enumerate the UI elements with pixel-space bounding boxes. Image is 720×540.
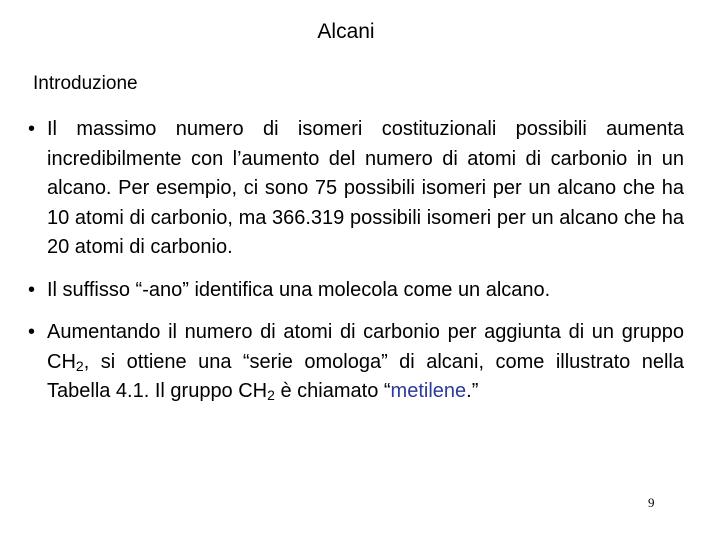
bullet-item-homologous-series — [28, 318, 684, 407]
subscript: 2 — [267, 387, 275, 403]
bullet-text-part: è chiamato “ — [274, 380, 391, 402]
bullet-text-part: Aumentando il numero di atomi di carbonio per aggiunta di un gruppo CH — [47, 321, 684, 373]
bullet-item-suffix — [28, 276, 684, 306]
bullet-list — [28, 115, 684, 420]
slide-subtitle: Introduzione — [33, 73, 138, 94]
bullet-text: Il suffisso “-ano” identifica una molecola come un alcano. — [47, 278, 551, 301]
bullet-marker: • — [28, 118, 36, 140]
bullet-text: Il massimo numero di isomeri costituzionali possibili aumenta incredibilmente con l’aumento del numero di atomi di carbonio in un alcano. Per esempio, ci sono 75 possibili isomeri per un alcano che ha 10 atomi di carbonio, ma 366.319 possibili isomeri per un alcano che ha 20 atomi di carbonio. — [47, 118, 684, 258]
page-number: 9 — [648, 495, 655, 510]
bullet-marker: • — [28, 278, 36, 301]
subscript: 2 — [75, 357, 84, 374]
bullet-text-part: , si ottiene una “serie omologa” di alcani, come illustrato nella Tabella 4.1. Il gruppo CH — [47, 350, 684, 402]
bullet-marker: • — [28, 321, 36, 343]
slide-title: Alcani — [317, 20, 375, 43]
highlighted-term: metilene — [390, 380, 467, 402]
bullet-text-part: .” — [466, 380, 479, 402]
bullet-item-isomers — [28, 115, 684, 263]
